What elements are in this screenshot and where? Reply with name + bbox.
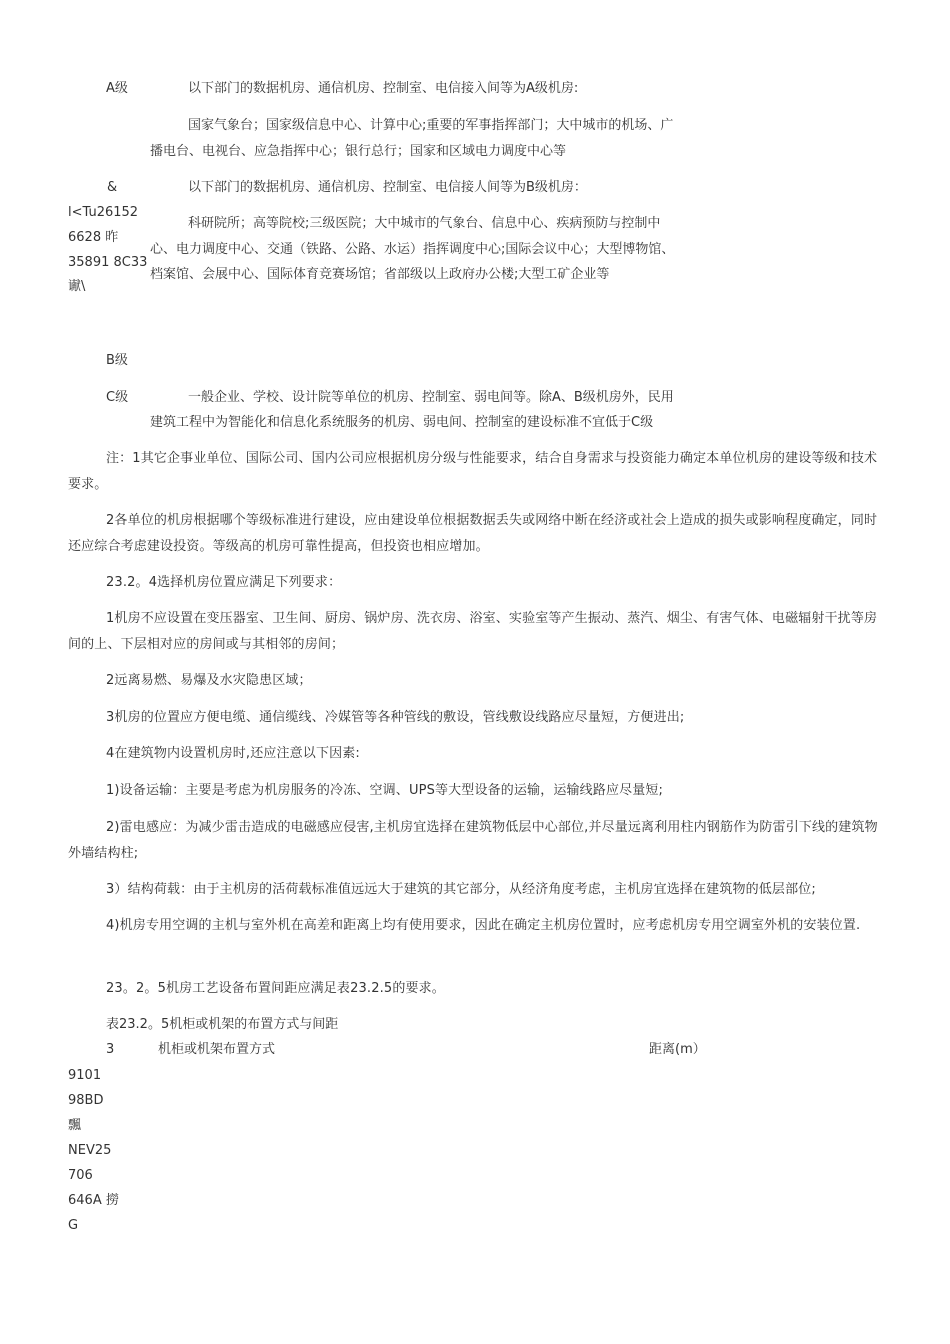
- table-col-distance: 距离(m）: [649, 1042, 706, 1057]
- class-b-line-1: 以下部门的数据机房、通信机房、控制室、电信接人间等为B级机房：: [188, 180, 587, 195]
- table-caption: 表23.2。5机柜或机架的布置方式与间距: [106, 1017, 339, 1032]
- class-c-label: C级: [106, 390, 129, 405]
- side-code: 35891 8C33: [68, 255, 148, 270]
- factor-2: 2)雷电感应：为减少雷击造成的电磁感应侵害,主机房宜选择在建筑物低层中心部位,并尽量远离利用柱内钢筋作为防雷引下线的建筑物外墙结构柱;: [68, 820, 878, 861]
- class-b-line-4: 档案馆、会展中心、国际体育竞赛场馆；省部级以上政府办公楼;大型工矿企业等: [150, 267, 610, 282]
- section-23-2-4: 23.2。4选择机房位置应满足下列要求：: [106, 575, 342, 590]
- class-b-line-3: 心、电力调度中心、交通（铁路、公路、水运）指挥调度中心;国际会议中心；大型博物馆、: [150, 242, 675, 257]
- table-side-code: NEV25: [68, 1143, 112, 1158]
- requirement-1: 1机房不应设置在变压器室、卫生间、厨房、锅炉房、洗衣房、浴室、实验室等产生振动、蒸汽、烟尘、有害气体、电磁辐射干扰等房间的上、下层相对应的房间或与其相邻的房间；: [68, 611, 878, 652]
- requirement-2: 2远离易燃、易爆及水灾隐患区域；: [106, 673, 312, 688]
- class-a-line-3: 播电台、电视台、应急指挥中心；银行总行；国家和区域电力调度中心等: [150, 144, 567, 159]
- table-col-index: 3: [106, 1042, 115, 1057]
- class-a-line-2: 国家气象台；国家级信息中心、计算中心;重要的军事指挥部门；大中城市的机场、广: [188, 118, 674, 133]
- factor-3: 3）结构荷载：由于主机房的活荷载标准值远远大于建筑的其它部分，从经济角度考虑，主机房宜选择在建筑物的低层部位;: [106, 882, 816, 897]
- table-side-code: 飄: [68, 1118, 82, 1133]
- note-2: 2各单位的机房根据哪个等级标准进行建设，应由建设单位根据数据丢失或网络中断在经济或社会上造成的损失或影响程度确定，同时还应综合考虑建设投资。等级高的机房可靠性提高，但投资也相应增加。: [68, 513, 878, 554]
- table-side-code: 646A 撈: [68, 1193, 119, 1208]
- section-23-2-5: 23。2。5机房工艺设备布置间距应满足表23.2.5的要求。: [106, 981, 445, 996]
- table-col-layout: 机柜或机架布置方式: [158, 1042, 276, 1057]
- class-b-line-2: 科研院所；高等院校;三级医院；大中城市的气象台、信息中心、疾病预防与控制中: [188, 216, 661, 231]
- class-c-line-1: 一般企业、学校、设计院等单位的机房、控制室、弱电间等。除A、B级机房外，民用: [188, 390, 674, 405]
- table-side-code: 706: [68, 1168, 93, 1183]
- table-side-code: 98BD: [68, 1093, 104, 1108]
- class-c-line-2: 建筑工程中为智能化和信息化系统服务的机房、弱电间、控制室的建设标准不宜低于C级: [150, 415, 654, 430]
- table-side-code: G: [68, 1218, 79, 1233]
- class-a-label: A级: [106, 81, 128, 96]
- class-a-line-1: 以下部门的数据机房、通信机房、控制室、电信接入间等为A级机房:: [188, 81, 579, 96]
- side-code: 6628 昨: [68, 230, 119, 245]
- class-b-symbol: &: [107, 180, 118, 195]
- note-1: 注：1其它企事业单位、国际公司、国内公司应根据机房分级与性能要求，结合自身需求与投资能力确定本单位机房的建设等级和技术要求。: [68, 451, 878, 492]
- factor-4: 4)机房专用空调的主机与室外机在高差和距离上均有使用要求，因此在确定主机房位置时，应考虑机房专用空调室外机的安装位置.: [106, 918, 861, 933]
- requirement-4: 4在建筑物内设置机房时,还应注意以下因素:: [106, 746, 360, 761]
- side-code: l<Tu26152: [68, 205, 139, 220]
- side-code: 谳\: [68, 279, 86, 294]
- factor-1: 1)设备运输：主要是考虑为机房服务的冷冻、空调、UPS等大型设备的运输，运输线路应尽量短;: [106, 783, 664, 798]
- class-b-label: B级: [106, 353, 128, 368]
- requirement-3: 3机房的位置应方便电缆、通信缆线、冷媒管等各种管线的敷设，管线敷设线路应尽量短，方便进出;: [106, 710, 685, 725]
- table-side-code: 9101: [68, 1068, 102, 1083]
